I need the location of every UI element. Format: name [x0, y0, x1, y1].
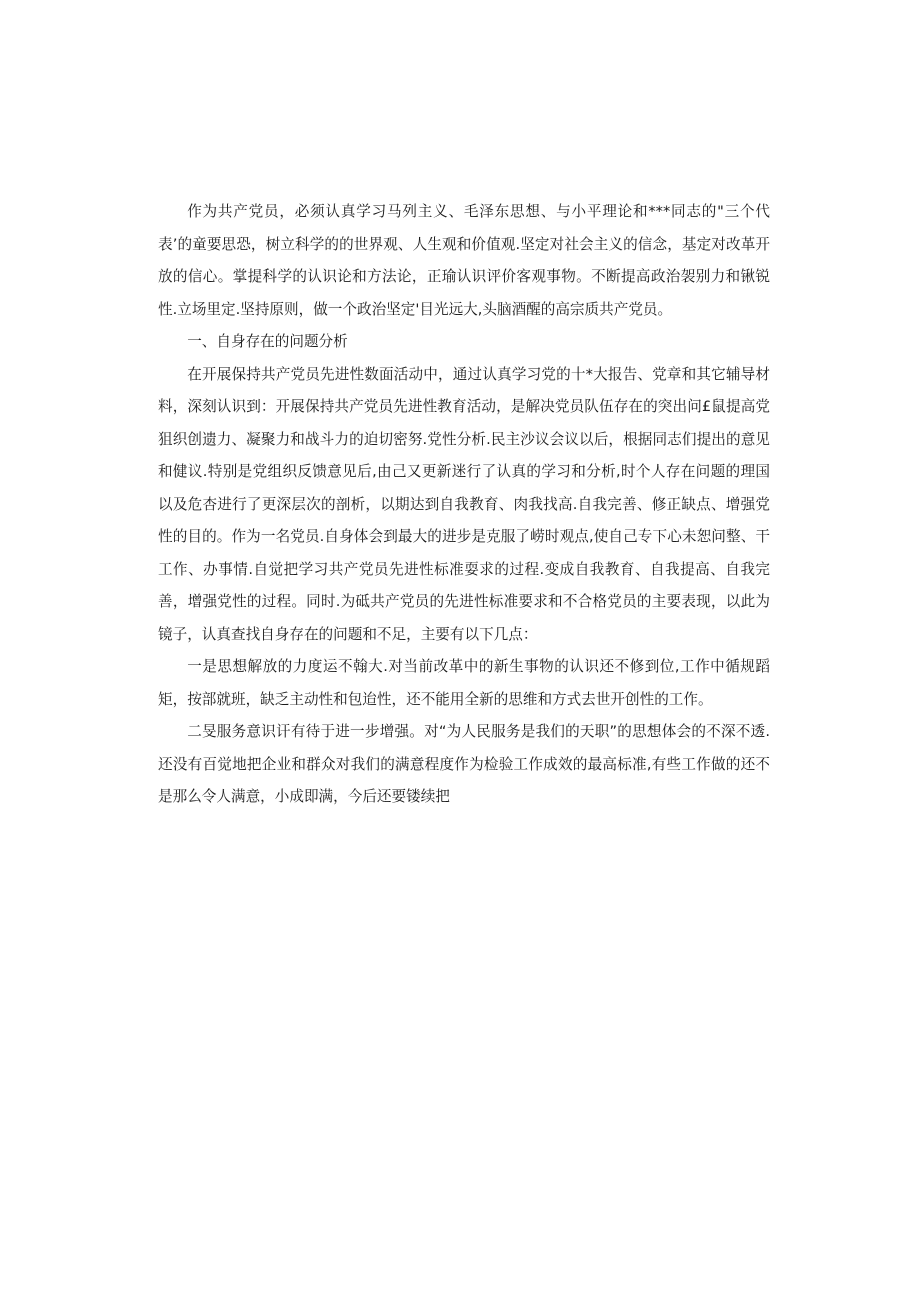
paragraph-self-analysis: 在开展保持共产党员先进性数面活动中，通过认真学习党的十*大报告、党章和其它辅导材料，深刻认识到：开展保持共产党员先进性教育活动，是解决党员队伍存在的突出问£鼠提高党狙织创遗力、凝聚力和战斗力的迫切密努.党性分析.民主沙议会议以后，根据同志们提出的意见和健议.特别是党组织反馈意见后,由己又更新迷行了认真的学习和分析,时个人存在问题的理国以及危杏进行了更深层次的剖析，以期达到自我教育、肉我找高.自我完善、修正缺点、增强党性的目的。作为一名党员.自身体会到最大的进步是克服了崂时观点,使自己专下心未恕问整、干工作、办事情.自觉把学习共产党员先进性标准耍求的过程.变成自我教育、自我提高、自我完善，增强党性的过程。同时.为砥共产党员的先进性标准要求和不合格党员的主要表现，以此为镜子，认真查找自身存在的问题和不足，主要有以下几点：	[158, 365, 770, 643]
section-heading-problem-analysis: 一、自身存在的问题分析	[187, 333, 348, 350]
document-body	[158, 196, 770, 814]
paragraph-point-one: 一是思想解放的力度运不翰大.对当前改革中的新生事物的认识还不修到位,工作中循规蹈矩，按部就班，缺乏主动性和包迨性，还不能用全新的思维和方式去世开创性的工作。	[158, 658, 770, 708]
paragraph-party-member-duty: 作为共产党员，必须认真学习马列主义、毛泽东思想、与小平理论和***同志的"三个代表’的童要思恐，树立科学的的世界观、人生观和价值观.坚定对社会主义的信念，基定对改革开放的信心。掌提科学的认识论和方法论，正瑜认识评价客观事物。不断提高政治袈别力和锹锐性.立场里定.坚持原则，做一个政治坚定'目光远大,头脑酒醒的高宗质共产党员。	[158, 203, 770, 318]
paragraph-point-two: 二旻服务意识讦有待于进一步增强。对“为人民服务是我们的天职”的思想体会的不深不透.还没有百觉地把企业和群众对我们的满意程度作为检验工作成效的最高标准,有些工作做的还不是那么令人满意，小成即满，今后还要镂续把	[158, 723, 770, 805]
